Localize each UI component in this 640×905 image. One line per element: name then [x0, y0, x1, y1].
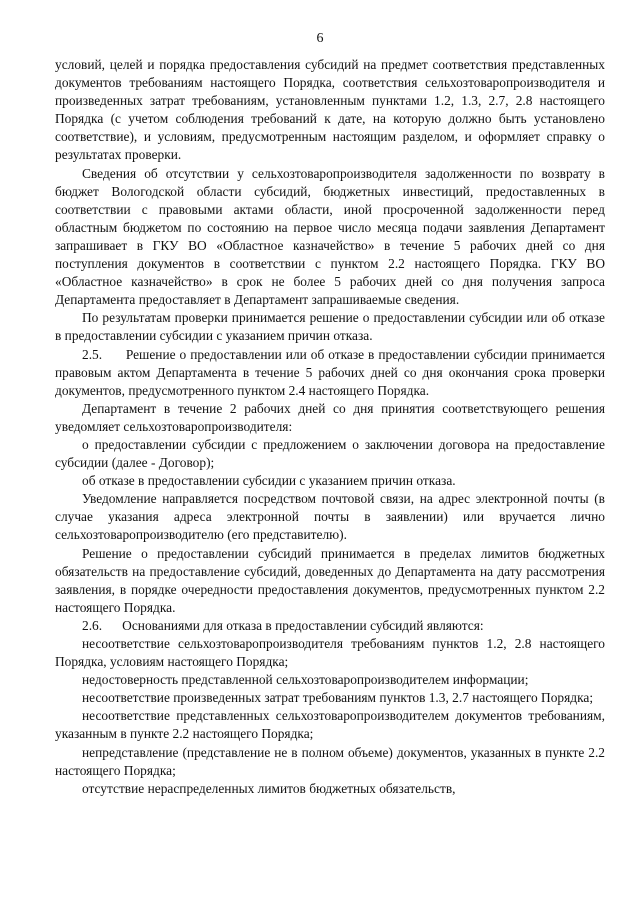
paragraph: условий, целей и порядка предоставления субсидий на предмет соответствия представленных документов требованиям настоящего Порядка, соответствия сельхозтоваропроизводителя и произведенных затрат требованиям, установленным пунктами 1.2, 1.3, 2.7, 2.8 настоящего Порядка (с учетом соблюдения требований к дате, на которую должно быть установлено соответствие), и условиям, предусмотренным настоящим разделом, и оформляет справку о результатах проверки. [55, 57, 605, 163]
paragraph: о предоставлении субсидии с предложением о заключении договора на предоставление субсидии (далее - Договор); [55, 436, 605, 471]
paragraph: об отказе в предоставлении субсидии с указанием причин отказа. [82, 473, 456, 489]
paragraph: Решение о предоставлении субсидий принимается в пределах лимитов бюджетных обязательств на предоставление субсидий, доведенных до Департамента на дату рассмотрения заявления, в порядке очередности предоставления документов, предусмотренных пунктом 2.2 настоящего Порядка. [55, 545, 605, 615]
paragraph: несоответствие произведенных затрат требованиям пунктов 1.3, 2.7 настоящего Порядка; [82, 690, 594, 706]
paragraph: 2.6. Основаниями для отказа в предоставлении субсидий являются: [82, 617, 484, 633]
paragraph: несоответствие сельхозтоваропроизводителя требованиям пунктов 1.2, 2.8 настоящего Порядка, условиям настоящего Порядка; [55, 636, 605, 670]
document-body [55, 56, 605, 798]
paragraph: отсутствие нераспределенных лимитов бюджетных обязательств, [82, 780, 456, 796]
paragraph: недостоверность представленной сельхозтоваропроизводителем информации; [82, 672, 529, 688]
paragraph: несоответствие представленных сельхозтоваропроизводителем документов требованиям, указанным в пункте 2.2 настоящего Порядка; [55, 708, 605, 742]
paragraph: 2.5. Решение о предоставлении или об отказе в предоставлении субсидии принимается правовым актом Департамента в течение 5 рабочих дней со дня окончания срока проверки документов, предусмотренного пунктом 2.4 настоящего Порядка. [55, 346, 605, 398]
paragraph: непредставление (представление не в полном объеме) документов, указанных в пункте 2.2 настоящего Порядка; [55, 744, 605, 778]
page-number: 6 [316, 31, 324, 46]
paragraph: По результатам проверки принимается решение о предоставлении субсидии или об отказе в предоставлении субсидии с указанием причин отказа. [55, 310, 605, 344]
paragraph: Департамент в течение 2 рабочих дней со дня принятия соответствующего решения уведомляет сельхозтоваропроизводителя: [55, 400, 605, 434]
paragraph: Уведомление направляется посредством почтовой связи, на адрес электронной почты (в случае указания адреса электронной почты в заявлении) или вручается лично сельхозтоваропроизводителю (его представителю). [55, 491, 605, 543]
paragraph: Сведения об отсутствии у сельхозтоваропроизводителя задолженности по возврату в бюджет Вологодской области субсидий, бюджетных инвестиций, предоставленных в соответствии с правовыми актами области, иной просроченной задолженности перед областным бюджетом по состоянию на первое число месяца подачи заявления Департамент запрашивает в ГКУ ВО «Областное казначейство» в течение 5 рабочих дней со дня поступления документов в соответствии с пунктом 2.2 настоящего Порядка. ГКУ ВО «Областное казначейство» в срок не более 5 рабочих дней со дня получения запроса Департамента предоставляет в Департамент запрашиваемые сведения. [55, 165, 605, 308]
